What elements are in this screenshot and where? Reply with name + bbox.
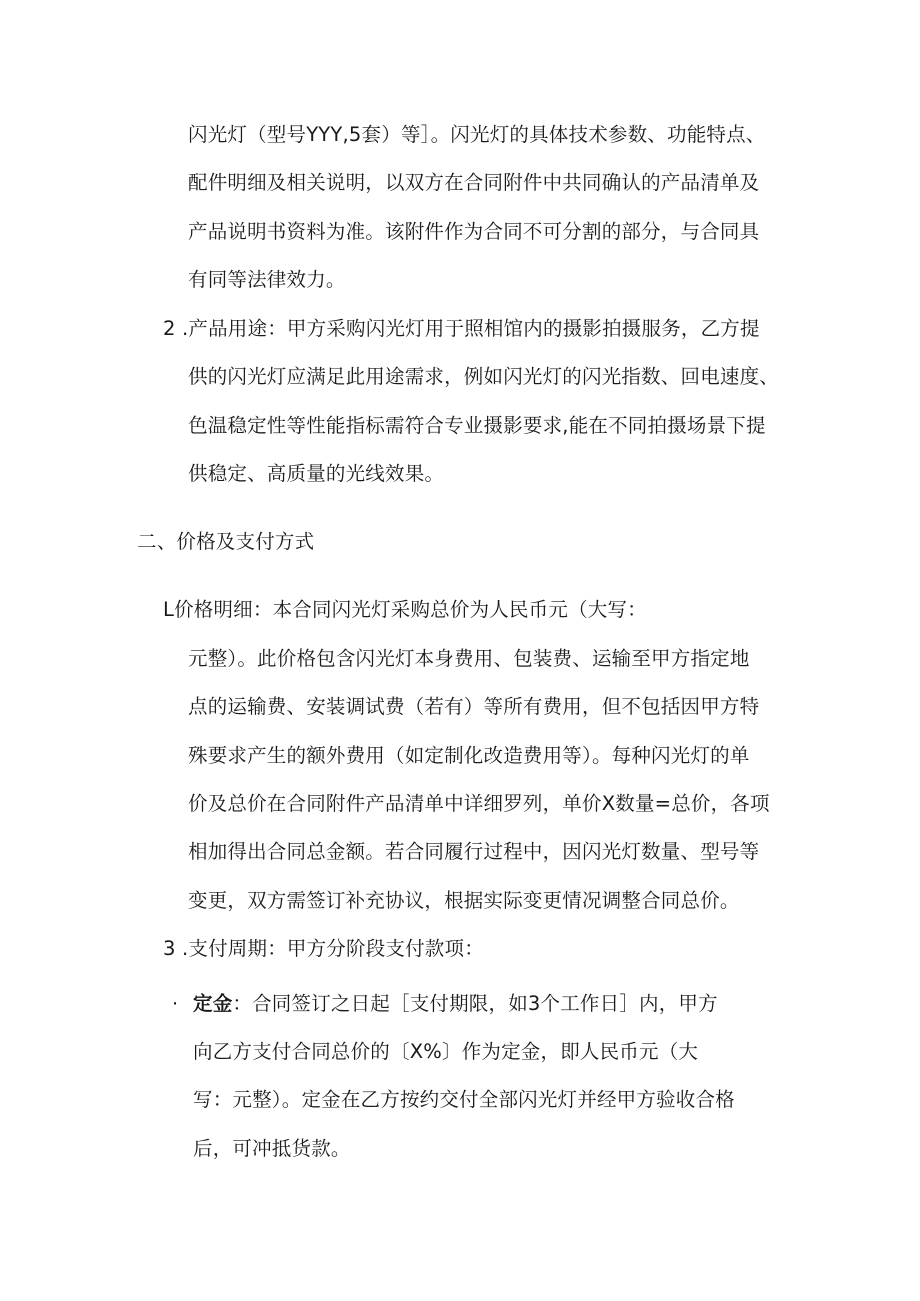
price-item-line-7: 变更，双方需签订补充协议，根据实际变更情况调整合同总价。 <box>188 889 740 912</box>
price-item-line-2: 元整）。此价格包含闪光灯本身费用、包装费、运输至甲方指定地 <box>188 647 750 670</box>
price-item-line-4: 殊要求产生的额外费用（如定制化改造费用等）。每种闪光灯的单 <box>188 744 750 767</box>
item-2-line-3: 色温稳定性等性能指标需符合专业摄影要求,能在不同拍摄场景下提 <box>188 414 766 437</box>
section-heading-price-payment: 二、价格及支付方式 <box>137 530 315 553</box>
paragraph-1-line-4: 有同等法律效力。 <box>188 268 346 291</box>
item-2-line-1: 2 .产品用途：甲方采购闪光灯用于照相馆内的摄影拍摄服务，乙方提 <box>163 317 760 340</box>
deposit-line-1-rest: ：合同签订之日起［支付期限，如3个工作日］内，甲方 <box>232 992 718 1015</box>
payment-item-line-1: 3 .支付周期：甲方分阶段支付款项： <box>163 937 484 960</box>
item-2-line-4: 供稳定、高质量的光线效果。 <box>188 462 445 485</box>
bullet-dot: · <box>172 993 179 1015</box>
deposit-line-2: 向乙方支付合同总价的〔X%〕作为定金，即人民币元（大 <box>193 1040 699 1063</box>
paragraph-1-line-1: 闪光灯（型号YYY,5套）等］。闪光灯的具体技术参数、功能特点、 <box>188 123 766 146</box>
price-item-line-1: L价格明细：本合同闪光灯采购总价为人民币元（大写： <box>163 598 647 621</box>
price-item-line-6: 相加得出合同总金额。若合同履行过程中，因闪光灯数量、型号等 <box>188 840 760 863</box>
deposit-line-1 <box>193 990 718 1018</box>
paragraph-1-line-2: 配件明细及相关说明，以双方在合同附件中共同确认的产品清单及 <box>188 171 760 194</box>
deposit-line-4: 后，可冲抵货款。 <box>193 1137 351 1160</box>
item-2-line-2: 供的闪光灯应满足此用途需求，例如闪光灯的闪光指数、回电速度、 <box>188 365 780 388</box>
price-item-line-3: 点的运输费、安装调试费（若有）等所有费用，但不包括因甲方特 <box>188 695 760 718</box>
price-item-line-5: 价及总价在合同附件产品清单中详细罗列，单价X数量=总价，各项 <box>188 792 770 815</box>
paragraph-1-line-3: 产品说明书资料为准。该附件作为合同不可分割的部分，与合同具 <box>188 220 760 243</box>
deposit-line-3: 写：元整）。定金在乙方按约交付全部闪光灯并经甲方验收合格 <box>193 1088 735 1111</box>
deposit-label: 定金 <box>193 992 233 1015</box>
